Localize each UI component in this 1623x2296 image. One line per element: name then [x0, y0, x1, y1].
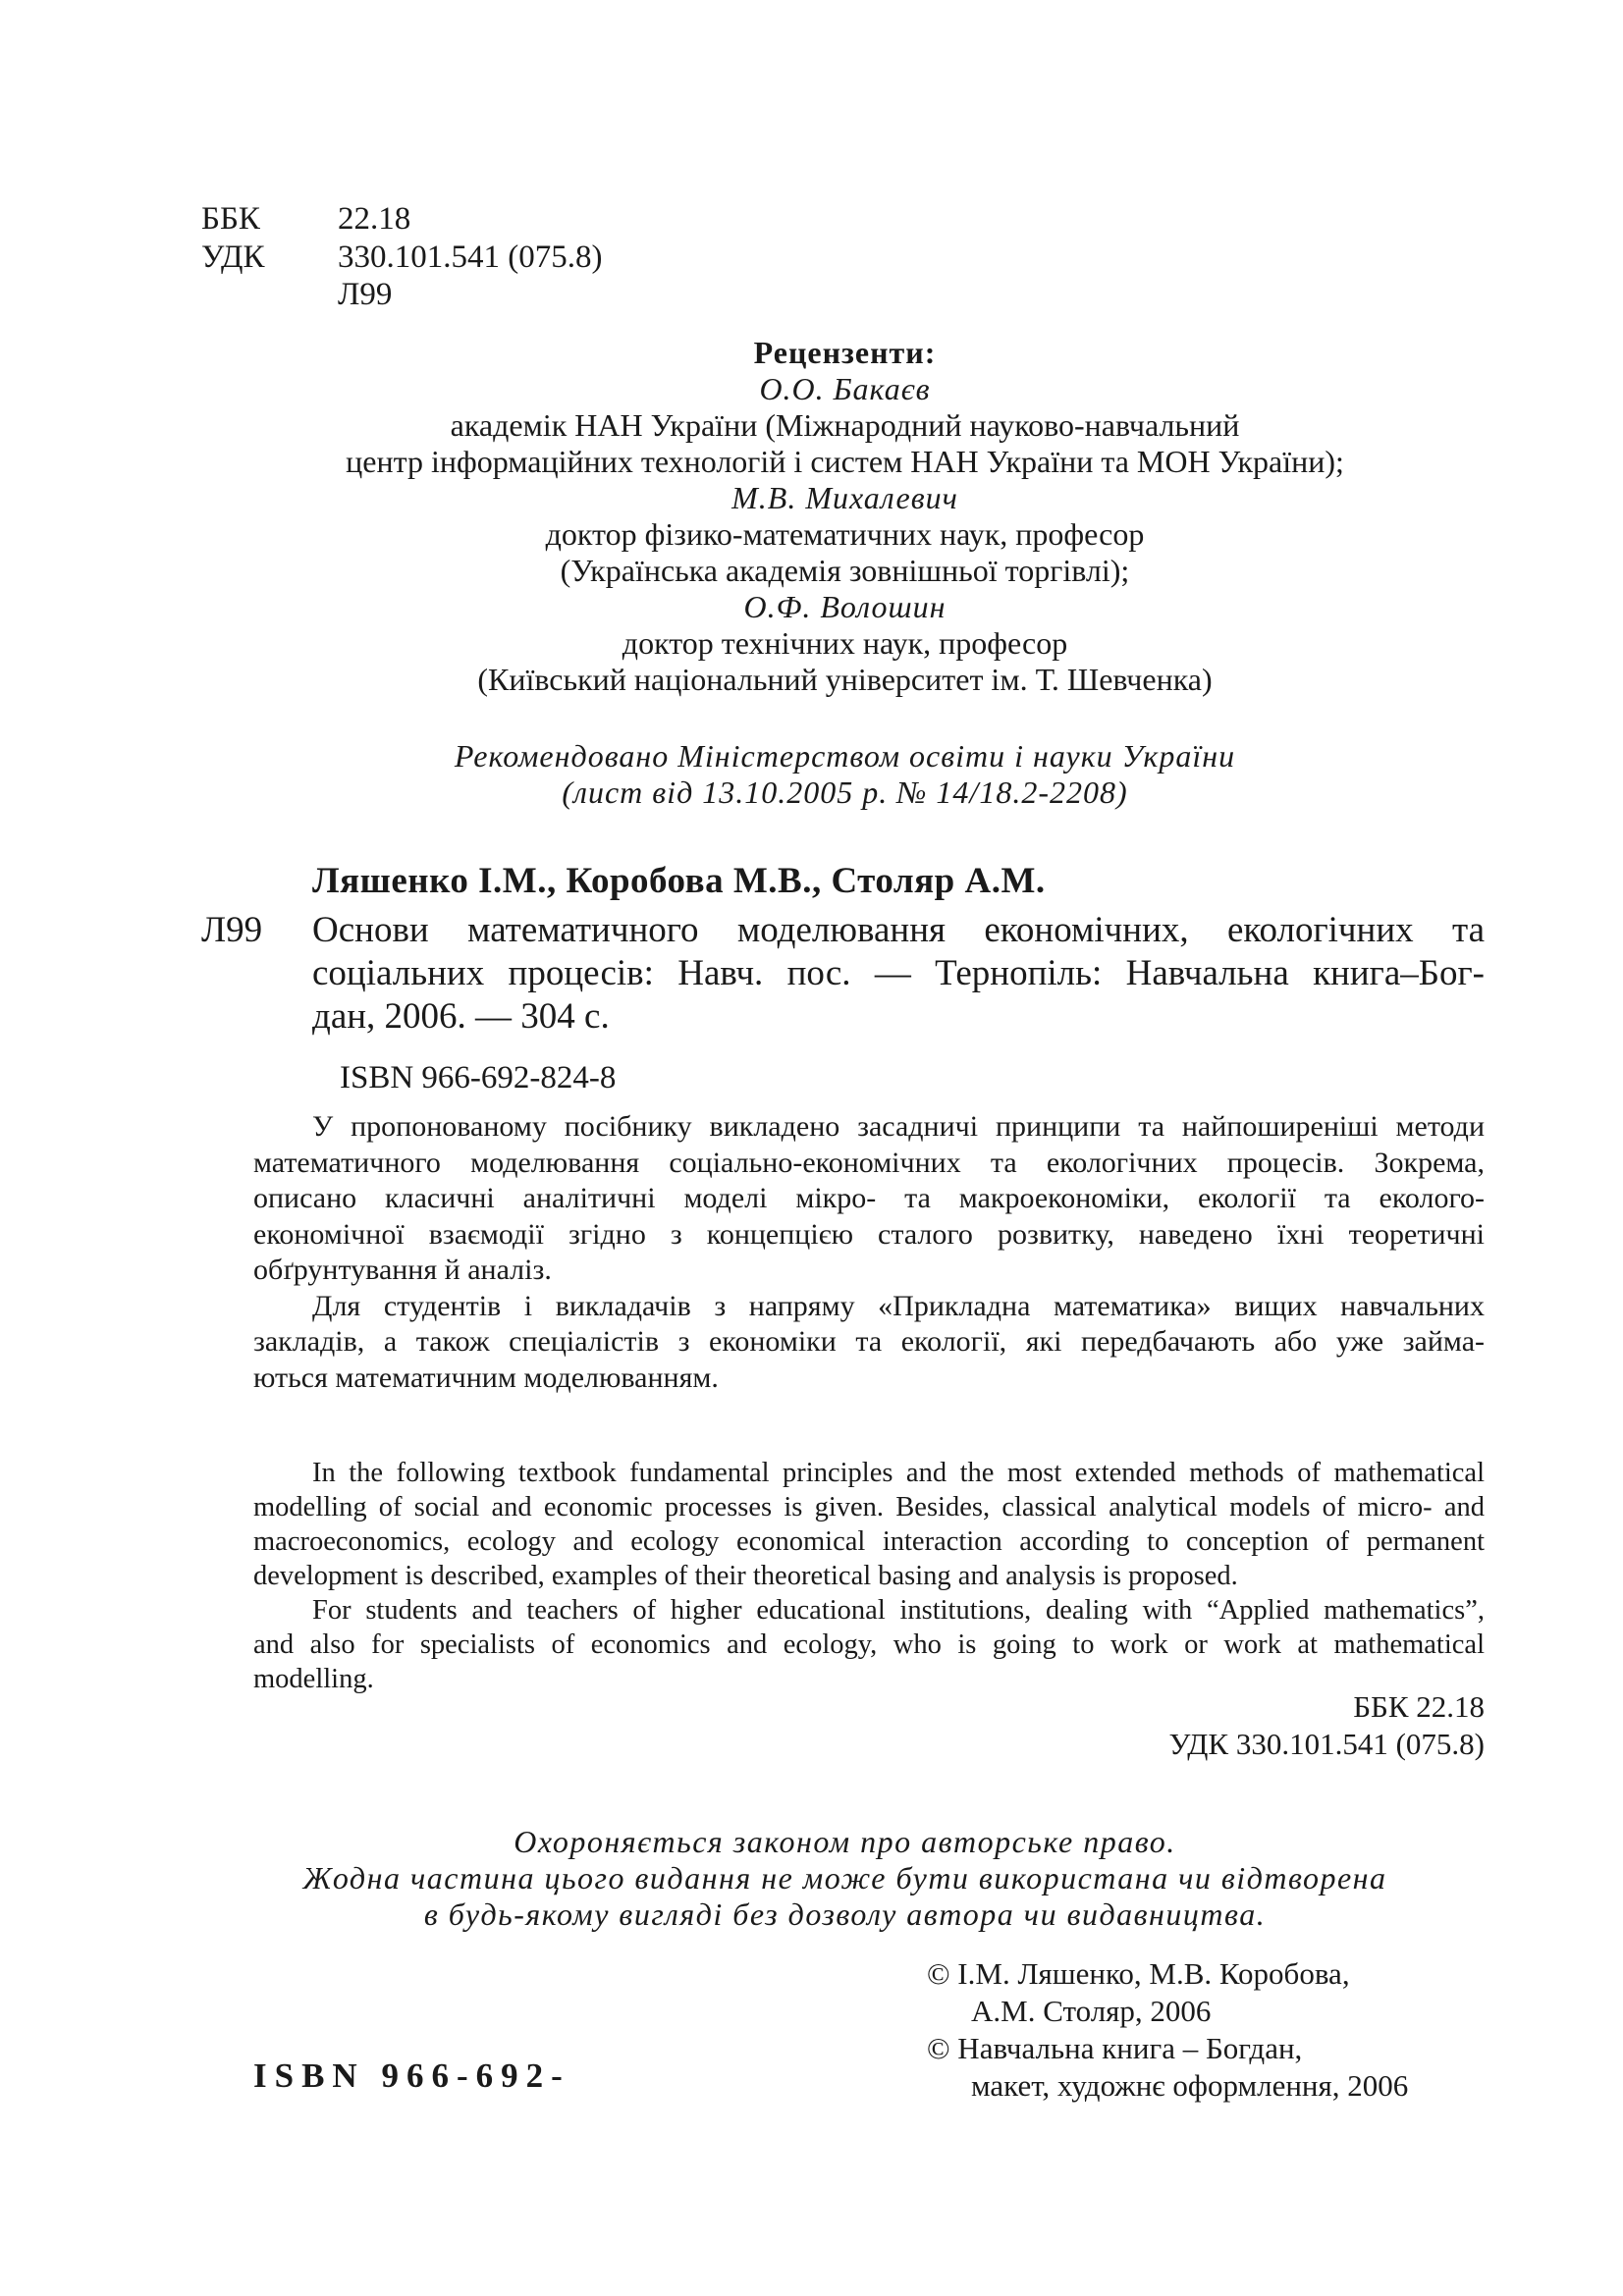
- footer-classification: [1168, 1688, 1485, 1763]
- annotation-en-line: In the following textbook fundamental principles and the most extended methods of mathematical: [312, 1458, 1485, 1488]
- footer-bbk: ББК 22.18: [1353, 1689, 1485, 1724]
- isbn-footer: ISBN 966-692-: [253, 2056, 570, 2095]
- reviewer-affiliation: (Українська академія зовнішньої торгівлі);: [560, 553, 1130, 588]
- copyright-notice-line: Жодна частина цього видання не може бути використана чи відтворена: [302, 1860, 1387, 1896]
- annotation-line: математичного моделювання соціально-економічних та екологічних процесів. Зокрема,: [253, 1146, 1485, 1179]
- annotation-en-line: macroeconomics, ecology and ecology economical interaction according to conception of permanent: [253, 1526, 1485, 1557]
- annotation-en: [253, 1456, 1485, 1696]
- book-authors: Ляшенко І.М., Коробова М.В., Столяр А.М.: [312, 861, 1046, 901]
- book-title-line: дан, 2006. — 304 с.: [312, 996, 610, 1037]
- bbk-label: ББК: [201, 201, 260, 237]
- book-isbn: ISBN 966-692-824-8: [340, 1060, 617, 1095]
- reviewer-affiliation: доктор технічних наук, професор: [622, 625, 1068, 661]
- copyright-line: © І.М. Ляшенко, М.В. Коробова,: [927, 1956, 1350, 1991]
- reviewer-name: М.В. Михалевич: [731, 480, 958, 515]
- book-title-line: соціальних процесів: Навч. пос. — Тернопіль: Навчальна книга–Бог-: [312, 953, 1485, 993]
- book-title-line: Основи математичного моделювання економічних, екологічних та: [312, 910, 1485, 950]
- reviewers-heading: Рецензенти:: [753, 335, 937, 370]
- udk-value: 330.101.541 (075.8): [338, 240, 603, 275]
- annotation-line: економічної взаємодії згідно з концепцією сталого розвитку, наведено їхні теоретичні: [253, 1217, 1485, 1251]
- recommendation-block: [33, 738, 1623, 811]
- copyright-notice: [33, 1824, 1623, 1933]
- annotation-line: У пропонованому посібнику викладено засадничі принципи та найпоширеніші методи: [312, 1110, 1485, 1143]
- reviewers-block: [33, 335, 1623, 698]
- reviewer-name: О.О. Бакаєв: [759, 371, 931, 406]
- annotation-line: ються математичним моделюванням.: [253, 1361, 719, 1394]
- annotation-en-line: modelling.: [253, 1664, 374, 1694]
- book-title-block: [312, 909, 1485, 1039]
- author-mark: Л99: [338, 277, 393, 312]
- annotation-en-line: For students and teachers of higher educational institutions, dealing with “Applied mathematics”,: [312, 1595, 1485, 1626]
- recommendation-line: Рекомендовано Міністерством освіти і науки України: [454, 738, 1236, 774]
- annotation-line: закладів, а також спеціалістів з економіки та екології, які передбачають або уже займа-: [253, 1325, 1485, 1358]
- udk-label: УДК: [201, 240, 265, 275]
- annotation-uk: [253, 1109, 1485, 1396]
- reviewer-affiliation: доктор фізико-математичних наук, професор: [545, 516, 1145, 552]
- annotation-line: обґрунтування й аналіз.: [253, 1254, 552, 1286]
- annotation-line: описано класичні аналітичні моделі мікро- та макроекономіки, екології та еколого-: [253, 1182, 1485, 1214]
- annotation-en-line: modelling of social and economic processes is given. Besides, classical analytical models of micro- and: [253, 1492, 1485, 1522]
- annotation-line: Для студентів і викладачів з напряму «Прикладна математика» вищих навчальних: [312, 1289, 1485, 1322]
- copyright-line: макет, художнє оформлення, 2006: [971, 2068, 1409, 2103]
- copyright-line: © Навчальна книга – Богдан,: [927, 2031, 1303, 2065]
- reviewer-name: О.Ф. Волошин: [743, 589, 947, 624]
- copyright-notice-line: Охороняється законом про авторське право.: [514, 1824, 1176, 1859]
- reviewer-affiliation: академік НАН України (Міжнародний науково-навчальний: [450, 407, 1240, 443]
- footer-udk: УДК 330.101.541 (075.8): [1168, 1727, 1485, 1761]
- copyright-holders: [927, 1955, 1408, 2105]
- reviewer-affiliation: (Київський національний університет ім. Т. Шевченка): [477, 662, 1213, 697]
- recommendation-letter: (лист від 13.10.2005 р. № 14/18.2-2208): [562, 774, 1128, 810]
- copyright-notice-line: в будь-якому вигляді без дозволу автора чи видавництва.: [423, 1896, 1267, 1932]
- bbk-value: 22.18: [338, 201, 411, 237]
- copyright-line: А.М. Столяр, 2006: [971, 1994, 1212, 2028]
- reviewer-affiliation: центр інформаційних технологій і систем НАН України та МОН України);: [346, 444, 1344, 479]
- annotation-en-line: development is described, examples of their theoretical basing and analysis is proposed.: [253, 1561, 1238, 1591]
- annotation-en-line: and also for specialists of economics and ecology, who is going to work or work at mathematical: [253, 1629, 1485, 1660]
- book-mark: Л99: [201, 910, 263, 950]
